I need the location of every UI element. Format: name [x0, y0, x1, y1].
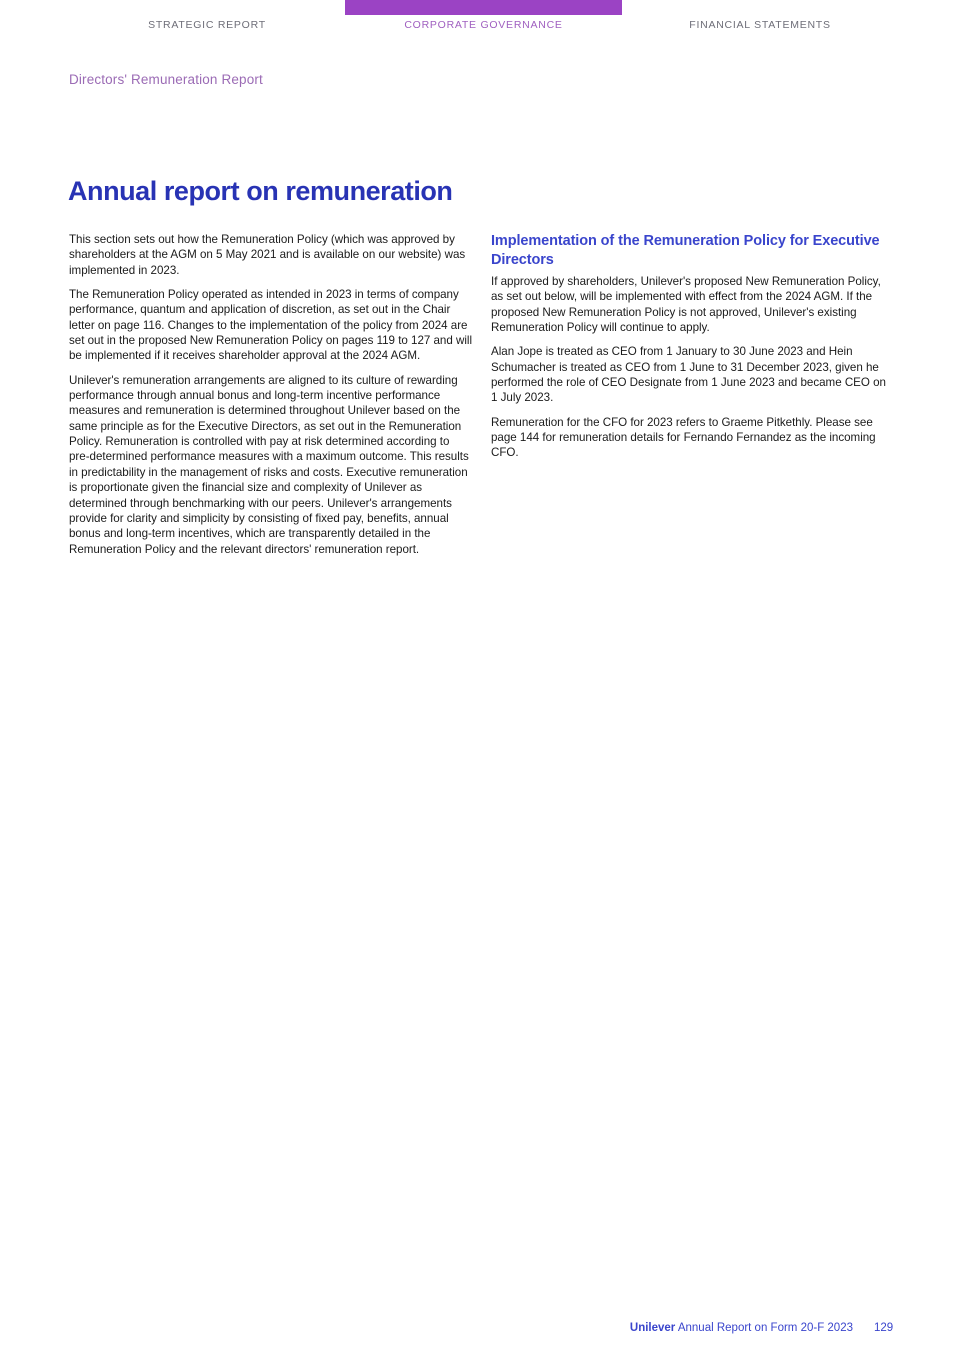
page-title: Annual report on remuneration — [68, 176, 453, 206]
right-column — [491, 232, 895, 461]
section-eyebrow: Directors' Remuneration Report — [69, 72, 263, 87]
left-column — [69, 232, 473, 557]
paragraph: Remuneration for the CFO for 2023 refers to Graeme Pitkethly. Please see page 144 for remuneration details for Fernando Fernandez as the incoming CFO. — [491, 415, 876, 460]
nav-tab-rule — [93, 0, 321, 15]
nav-tab-corporate-governance[interactable] — [345, 0, 622, 31]
footer-report-label: Annual Report on Form 20-F 2023 — [675, 1322, 853, 1334]
nav-tab-label: STRATEGIC REPORT — [148, 19, 266, 31]
nav-tab-active-rule — [345, 0, 622, 15]
footer-page-number: 129 — [874, 1322, 894, 1334]
paragraph: The Remuneration Policy operated as intended in 2023 in terms of company performance, quantum and application of discretion, as set out in the Chair letter on page 116. Changes to the implementation of the policy from 2024 are set out in the proposed New Remuneration Policy on pages 119 to 127 and will be implemented if it receives shareholder approval at the 2024 AGM. — [69, 288, 473, 363]
nav-tab-rule — [646, 0, 874, 15]
paragraph: Alan Jope is treated as CEO from 1 January to 30 June 2023 and Hein Schumacher is treated as CEO from 1 June to 31 December 2023, given he performed the role of CEO Designate from 1 June 2023 and became CEO on 1 July 2023. — [491, 345, 886, 405]
footer-brand-name: Unilever — [629, 1322, 676, 1334]
nav-tab-label: FINANCIAL STATEMENTS — [689, 19, 831, 31]
nav-tab-strategic-report[interactable] — [93, 0, 321, 31]
running-header-nav — [0, 0, 968, 40]
paragraph: This section sets out how the Remuneration Policy (which was approved by shareholders at the AGM on 5 May 2021 and is available on our website) was implemented in 2023. — [69, 233, 466, 277]
nav-tab-financial-statements[interactable] — [646, 0, 874, 31]
nav-tab-label: CORPORATE GOVERNANCE — [404, 19, 563, 31]
paragraph: Unilever's remuneration arrangements are aligned to its culture of rewarding performance through annual bonus and long-term incentive performance measures and remuneration is determined throughout Unilever based on the same principle as for the Executive Directors, as set out in the Remuneration Policy. Remuneration is controlled with pay at risk determined according to pre-determined performance measures with a maximum outcome. This results in predictability in the management of risks and costs. Executive remuneration is proportionate given the financial size and complexity of Unilever as determined through benchmarking with our peers. Unilever's arrangements provide for clarity and simplicity by consisting of fixed pay, benefits, annual bonus and long-term incentives, which are transparently detailed in the Remuneration Policy and the relevant directors' remuneration report. — [69, 373, 469, 556]
page-footer — [0, 1322, 968, 1340]
footer-report-title — [630, 1322, 853, 1334]
right-column-heading: Implementation of the Remuneration Policy for Executive Directors — [491, 233, 880, 268]
paragraph: If approved by shareholders, Unilever's proposed New Remuneration Policy, as set out below, will be implemented with effect from the 2024 AGM. If the proposed New Remuneration Policy is not approved, Unilever's existing Remuneration Policy will continue to apply. — [491, 275, 881, 335]
